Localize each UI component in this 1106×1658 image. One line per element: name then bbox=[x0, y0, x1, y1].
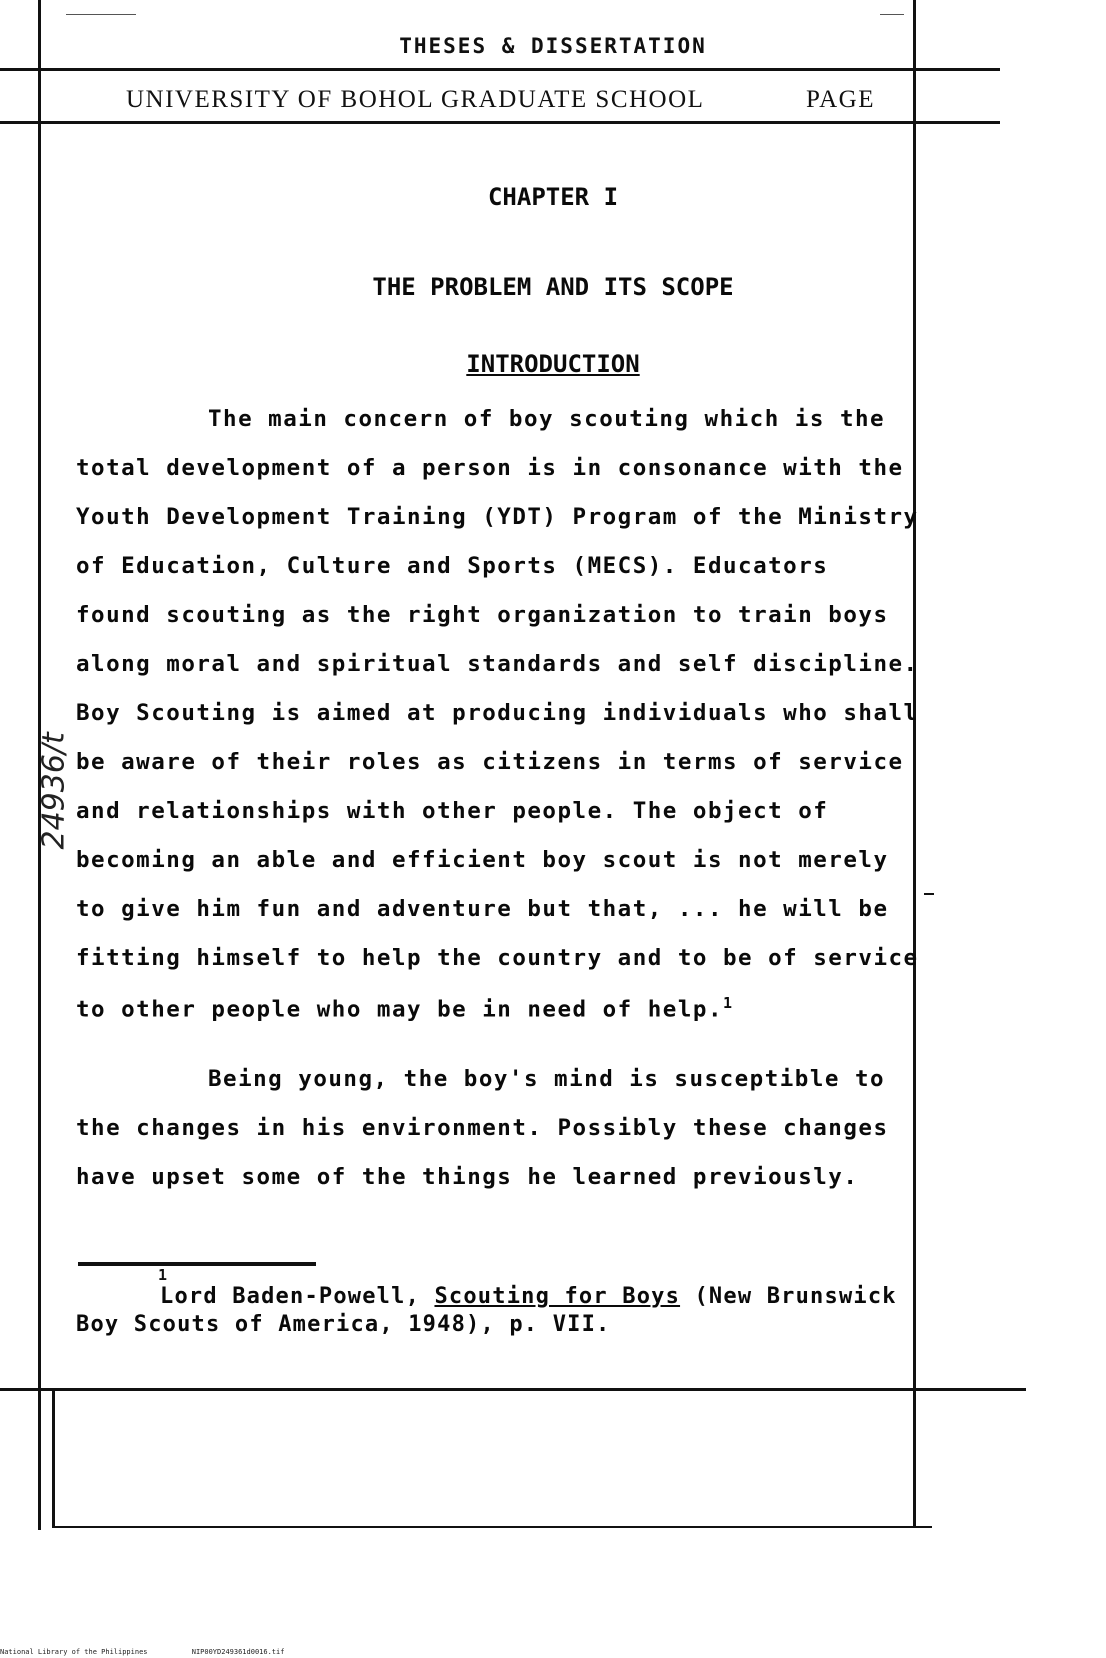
paragraph-line: be aware of their roles as citizens in terms of service bbox=[76, 749, 904, 775]
footnote-marker: 1 bbox=[158, 1266, 168, 1284]
library-credit: National Library of the Philippines bbox=[0, 1648, 148, 1656]
scan-speck bbox=[66, 14, 136, 15]
paragraph-line: of Education, Culture and Sports (MECS). Educators bbox=[76, 553, 829, 579]
scan-speck bbox=[880, 14, 904, 15]
paragraph-line: found scouting as the right organization to train boys bbox=[76, 602, 889, 628]
bottom-left-tick bbox=[52, 1390, 55, 1528]
paragraph-line: The main concern of boy scouting which is the bbox=[208, 406, 886, 432]
paragraph-line-last bbox=[76, 994, 936, 1023]
section-heading: INTRODUCTION bbox=[466, 350, 640, 378]
page-label: PAGE bbox=[806, 86, 875, 113]
chapter-heading: CHAPTER I bbox=[487, 183, 619, 211]
institution-name: UNIVERSITY OF BOHOL GRADUATE SCHOOL bbox=[126, 86, 705, 113]
paragraph-line: becoming an able and efficient boy scout is not merely bbox=[76, 847, 889, 873]
paragraph-line: to give him fun and adventure but that, ... he will be bbox=[76, 896, 889, 922]
footnote-author: Lord Baden-Powell, bbox=[160, 1284, 435, 1309]
paragraph-line: Youth Development Training (YDT) Program of the Ministry bbox=[76, 504, 919, 530]
footnote-line-1 bbox=[160, 1284, 897, 1309]
page-header bbox=[126, 86, 886, 114]
file-name: NIP00YD249361d0016.tif bbox=[191, 1648, 285, 1656]
footnote-publisher: (New Brunswick bbox=[680, 1284, 897, 1309]
footer-rule bbox=[0, 1388, 1026, 1391]
theses-stamp: THESES & DISSERTATION bbox=[399, 34, 707, 58]
footnote-rule bbox=[78, 1262, 316, 1266]
paragraph-line: have upset some of the things he learned previously. bbox=[76, 1164, 859, 1190]
paragraph-text: to other people who may be in need of help. bbox=[76, 996, 723, 1023]
footnote-line-2: Boy Scouts of America, 1948), p. VII. bbox=[76, 1312, 611, 1337]
handwritten-text: 24936/t bbox=[36, 732, 72, 850]
right-margin-tick bbox=[924, 893, 934, 895]
footnote-reference: 1 bbox=[722, 994, 734, 1012]
paragraph-line: total development of a person is in consonance with the bbox=[76, 455, 904, 481]
scan-credit bbox=[0, 1648, 324, 1656]
chapter-title: THE PROBLEM AND ITS SCOPE bbox=[372, 273, 734, 301]
header-top-rule bbox=[0, 68, 1000, 71]
paragraph-line: the changes in his environment. Possibly these changes bbox=[76, 1115, 889, 1141]
paragraph-line: Boy Scouting is aimed at producing individuals who shall bbox=[76, 700, 919, 726]
paragraph-line: fitting himself to help the country and to be of service bbox=[76, 945, 919, 971]
paragraph-line: along moral and spiritual standards and self discipline. bbox=[76, 651, 919, 677]
handwritten-note bbox=[22, 664, 72, 854]
paragraph-line: Being young, the boy's mind is susceptible to bbox=[208, 1066, 886, 1092]
paragraph-line: and relationships with other people. The object of bbox=[76, 798, 829, 824]
header-bottom-rule bbox=[0, 121, 1000, 124]
bottom-rule bbox=[52, 1526, 932, 1528]
footnote-book-title: Scouting for Boys bbox=[434, 1284, 681, 1309]
